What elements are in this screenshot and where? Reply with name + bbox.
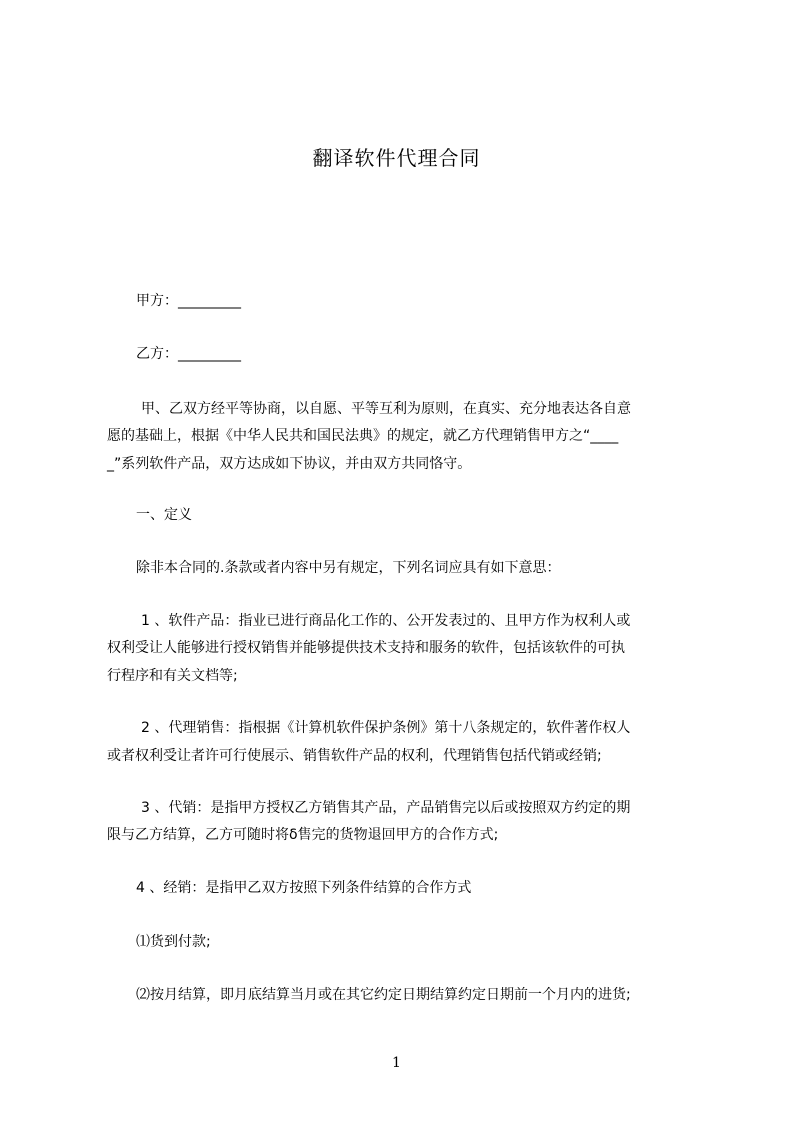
definition-2-line-2: 或者权利受让者许可行使展示、销售软件产品的权利，代理销售包括代销或经销; [107, 748, 602, 764]
preamble-line-2: 愿的基础上，根据《中华人民共和国民法典》的规定，就乙方代理销售甲方之“____ [107, 428, 619, 444]
party-b-line: 乙方：_________ [136, 346, 241, 362]
party-a-line: 甲方：_________ [136, 293, 241, 309]
preamble-line-3: _”系列软件产品，双方达成如下协议，并由双方共同恪守。 [107, 456, 472, 472]
payment-item-2: ⑵按月结算，即月底结算当月或在其它约定日期结算约定日期前一个月内的进货; [136, 987, 631, 1003]
preamble-line-1: 甲、乙双方经平等协商，以自愿、平等互利为原则，在真实、充分地表达各自意 [141, 401, 631, 417]
definition-1-line-3: 行程序和有关文档等; [107, 668, 238, 684]
payment-item-1: ⑴货到付款; [136, 934, 211, 950]
definition-2-line-1: 2 、代理销售：指根据《计算机软件保护条例》第十八条规定的，软件著作权人 [141, 720, 631, 736]
document-title: 翻译软件代理合同 [312, 146, 481, 170]
definition-1-line-1: 1 、软件产品：指业已进行商品化工作的、公开发表过的、且甲方作为权利人或 [141, 613, 631, 629]
definition-3-line-1: 3 、代销：是指甲方授权乙方销售其产品，产品销售完以后或按照双方约定的期 [141, 800, 631, 816]
section-1-heading: 一、定义 [136, 507, 192, 523]
page-number: 1 [392, 1055, 401, 1071]
section-1-intro: 除非本合同的.条款或者内容中另有规定，下列名词应具有如下意思： [136, 560, 561, 576]
definition-3-line-2: 限与乙方结算，乙方可随时将δ售完的货物退回甲方的合作方式; [107, 827, 499, 843]
definition-4-line: 4 、经销：是指甲乙双方按照下列条件结算的合作方式 [136, 880, 472, 896]
definition-1-line-2: 权利受让人能够进行授权销售并能够提供技术支持和服务的软件，包括该软件的可执 [107, 640, 625, 656]
